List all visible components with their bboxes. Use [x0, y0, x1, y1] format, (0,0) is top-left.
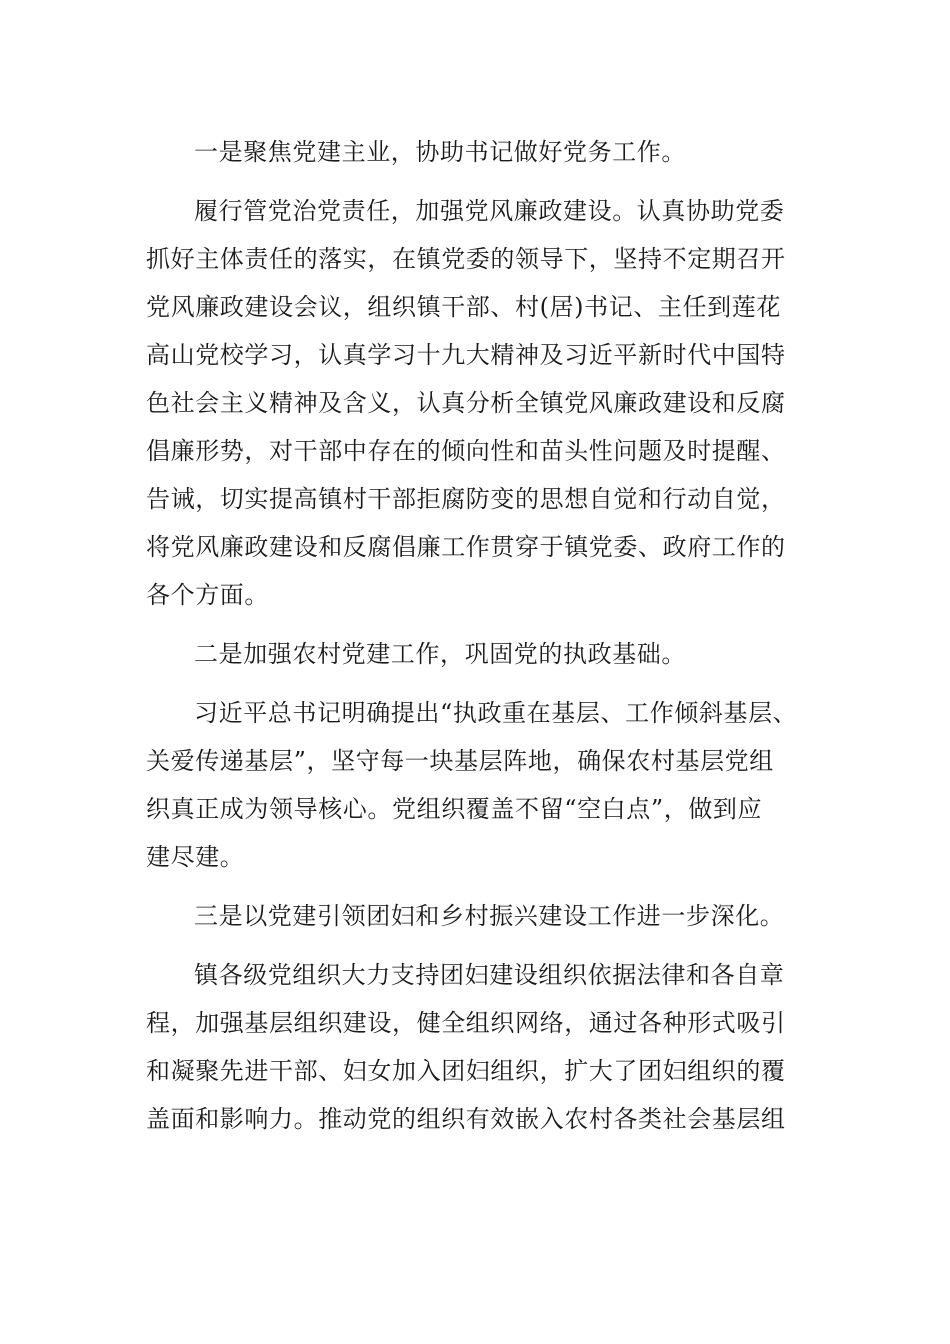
paragraph-heading-1: [146, 128, 806, 176]
text-line: 二是加强农村党建工作，巩固党的执政基础。: [194, 640, 686, 668]
text-line: 建尽建。: [146, 843, 245, 871]
text-line: 党风廉政建设会议，组织镇干部、村(居)书记、主任到莲花: [146, 293, 781, 321]
text-line: 三是以党建引领团妇和乡村振兴建设工作进一步深化。: [194, 902, 785, 930]
paragraph-body-1: [146, 187, 806, 619]
text-line: 和凝聚先进干部、妇女加入团妇组织，扩大了团妇组织的覆: [146, 1057, 786, 1085]
text-line: 履行管党治党责任，加强党风廉政建设。认真协助党委: [194, 197, 785, 225]
paragraph-body-3: [146, 951, 806, 1143]
text-line: 将党风廉政建设和反腐倡廉工作贯穿于镇党委、政府工作的: [146, 533, 786, 561]
text-line: 程，加强基层组织建设，健全组织网络，通过各种形式吸引: [146, 1009, 786, 1037]
text-line: 各个方面。: [146, 581, 269, 609]
document-body: [146, 128, 806, 1154]
text-line: 镇各级党组织大力支持团妇建设组织依据法律和各自章: [194, 961, 785, 989]
text-line: 一是聚焦党建主业，协助书记做好党务工作。: [194, 138, 686, 166]
paragraph-body-2: [146, 689, 806, 881]
text-line: 倡廉形势，对干部中存在的倾向性和苗头性问题及时提醒、: [146, 437, 786, 465]
text-line: 色社会主义精神及含义，认真分析全镇党风廉政建设和反腐: [146, 389, 786, 417]
text-line: 告诫，切实提高镇村干部拒腐防变的思想自觉和行动自觉，: [146, 485, 786, 513]
text-line: 织真正成为领导核心。党组织覆盖不留“空白点”，做到应: [146, 795, 763, 823]
text-line: 抓好主体责任的落实，在镇党委的领导下，坚持不定期召开: [146, 245, 786, 273]
paragraph-heading-3: [146, 892, 806, 940]
text-line: 盖面和影响力。推动党的组织有效嵌入农村各类社会基层组: [146, 1105, 786, 1133]
paragraph-heading-2: [146, 630, 806, 678]
text-line: 习近平总书记明确提出“执政重在基层、工作倾斜基层、: [194, 699, 798, 727]
text-line: 关爱传递基层”，坚守每一块基层阵地，确保农村基层党组: [146, 747, 774, 775]
text-line: 高山党校学习，认真学习十九大精神及习近平新时代中国特: [146, 341, 786, 369]
